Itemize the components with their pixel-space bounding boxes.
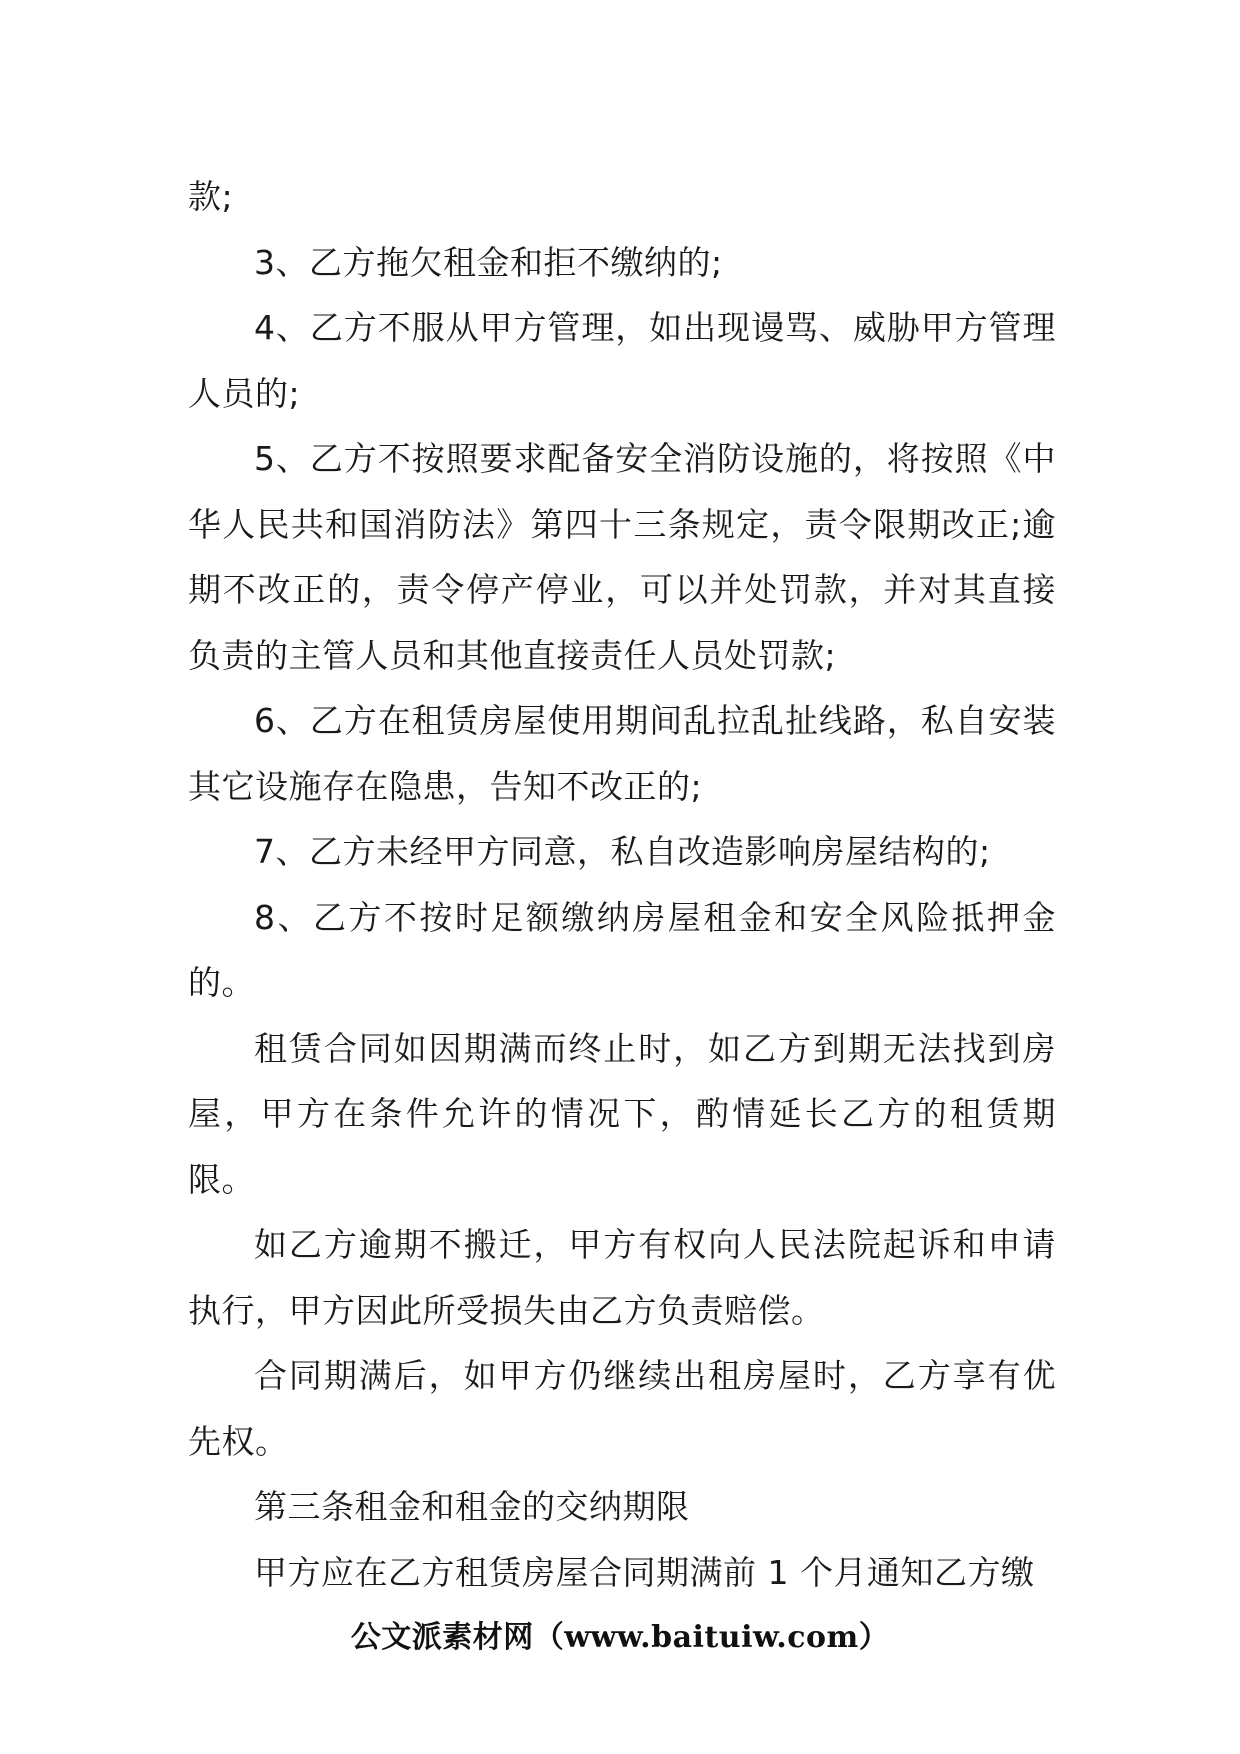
paragraph-11: 甲方应在乙方租赁房屋合同期满前 1 个月通知乙方缴 (254, 1552, 1035, 1592)
paragraph-3: 5、乙方不按照要求配备安全消防设施的，将按照《中华人民共和国消防法》第四十三条规定，责令限期改正;逾期不改正的，责令停产停业，可以并处罚款，并对其直接负责的主管人员和其他直接责任人员处罚款; (188, 439, 1056, 675)
section-heading: 第三条租金和租金的交纳期限 (254, 1487, 690, 1526)
paragraph-5: 7、乙方未经甲方同意，私自改造影响房屋结构的; (254, 832, 991, 871)
paragraph-9: 合同期满后，如甲方仍继续出租房屋时，乙方享有优先权。 (188, 1356, 1056, 1461)
document-body (188, 164, 1056, 1605)
footer-watermark: 公文派素材网（www.baituiw.com） (350, 1620, 890, 1655)
paragraph-6: 8、乙方不按时足额缴纳房屋租金和安全风险抵押金的。 (188, 897, 1056, 1002)
paragraph-0: 款; (188, 177, 234, 216)
paragraph-7: 租赁合同如因期满而终止时，如乙方到期无法找到房屋，甲方在条件允许的情况下，酌情延长乙方的租赁期限。 (188, 1028, 1056, 1199)
paragraph-1: 3、乙方拖欠租金和拒不缴纳的; (254, 242, 723, 282)
paragraph-4: 6、乙方在租赁房屋使用期间乱拉乱扯线路，私自安装其它设施存在隐患，告知不改正的; (188, 701, 1056, 806)
paragraph-8: 如乙方逾期不搬迁，甲方有权向人民法院起诉和申请执行，甲方因此所受损失由乙方负责赔偿。 (188, 1225, 1056, 1330)
paragraph-2: 4、乙方不服从甲方管理，如出现谩骂、威胁甲方管理人员的; (188, 308, 1056, 413)
